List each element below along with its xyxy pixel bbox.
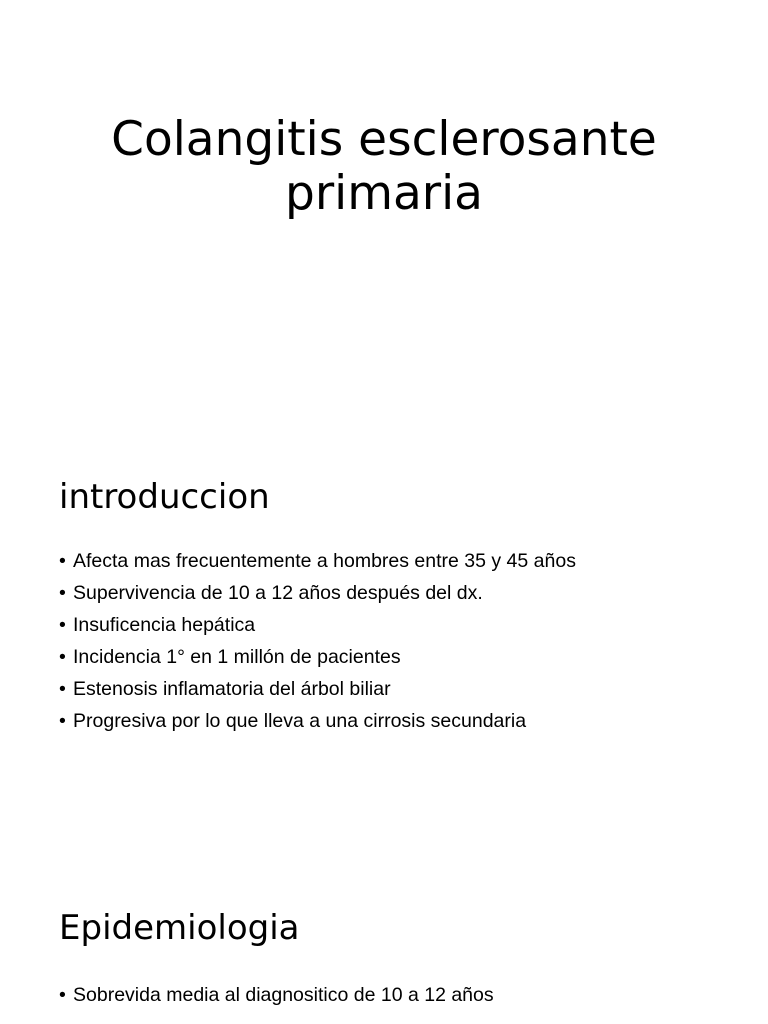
bullet-list [59,979,739,1011]
page-title [0,113,768,221]
bullet-item: • Afecta mas frecuentemente a hombres entre 35 y 45 años [59,545,739,577]
bullet-item: • Progresiva por lo que lleva a una cirrosis secundaria [59,705,739,737]
bullet-item: • Supervivencia de 10 a 12 años después del dx. [59,577,739,609]
section-epidemiologia [59,906,739,1011]
page-title-line-2: primaria [285,166,483,221]
bullet-item: • Estenosis inflamatoria del árbol biliar [59,673,739,705]
bullet-list [59,545,739,737]
bullet-item: • Insuficencia hepática [59,609,739,641]
bullet-item: • Incidencia 1° en 1 millón de pacientes [59,641,739,673]
section-heading: Epidemiologia [59,908,300,948]
bullet-item: • Sobrevida media al diagnositico de 10 a 12 años [59,979,739,1011]
section-heading: introduccion [59,477,270,517]
section-introduccion [59,475,739,737]
page-title-line-1: Colangitis esclerosante [111,112,657,167]
